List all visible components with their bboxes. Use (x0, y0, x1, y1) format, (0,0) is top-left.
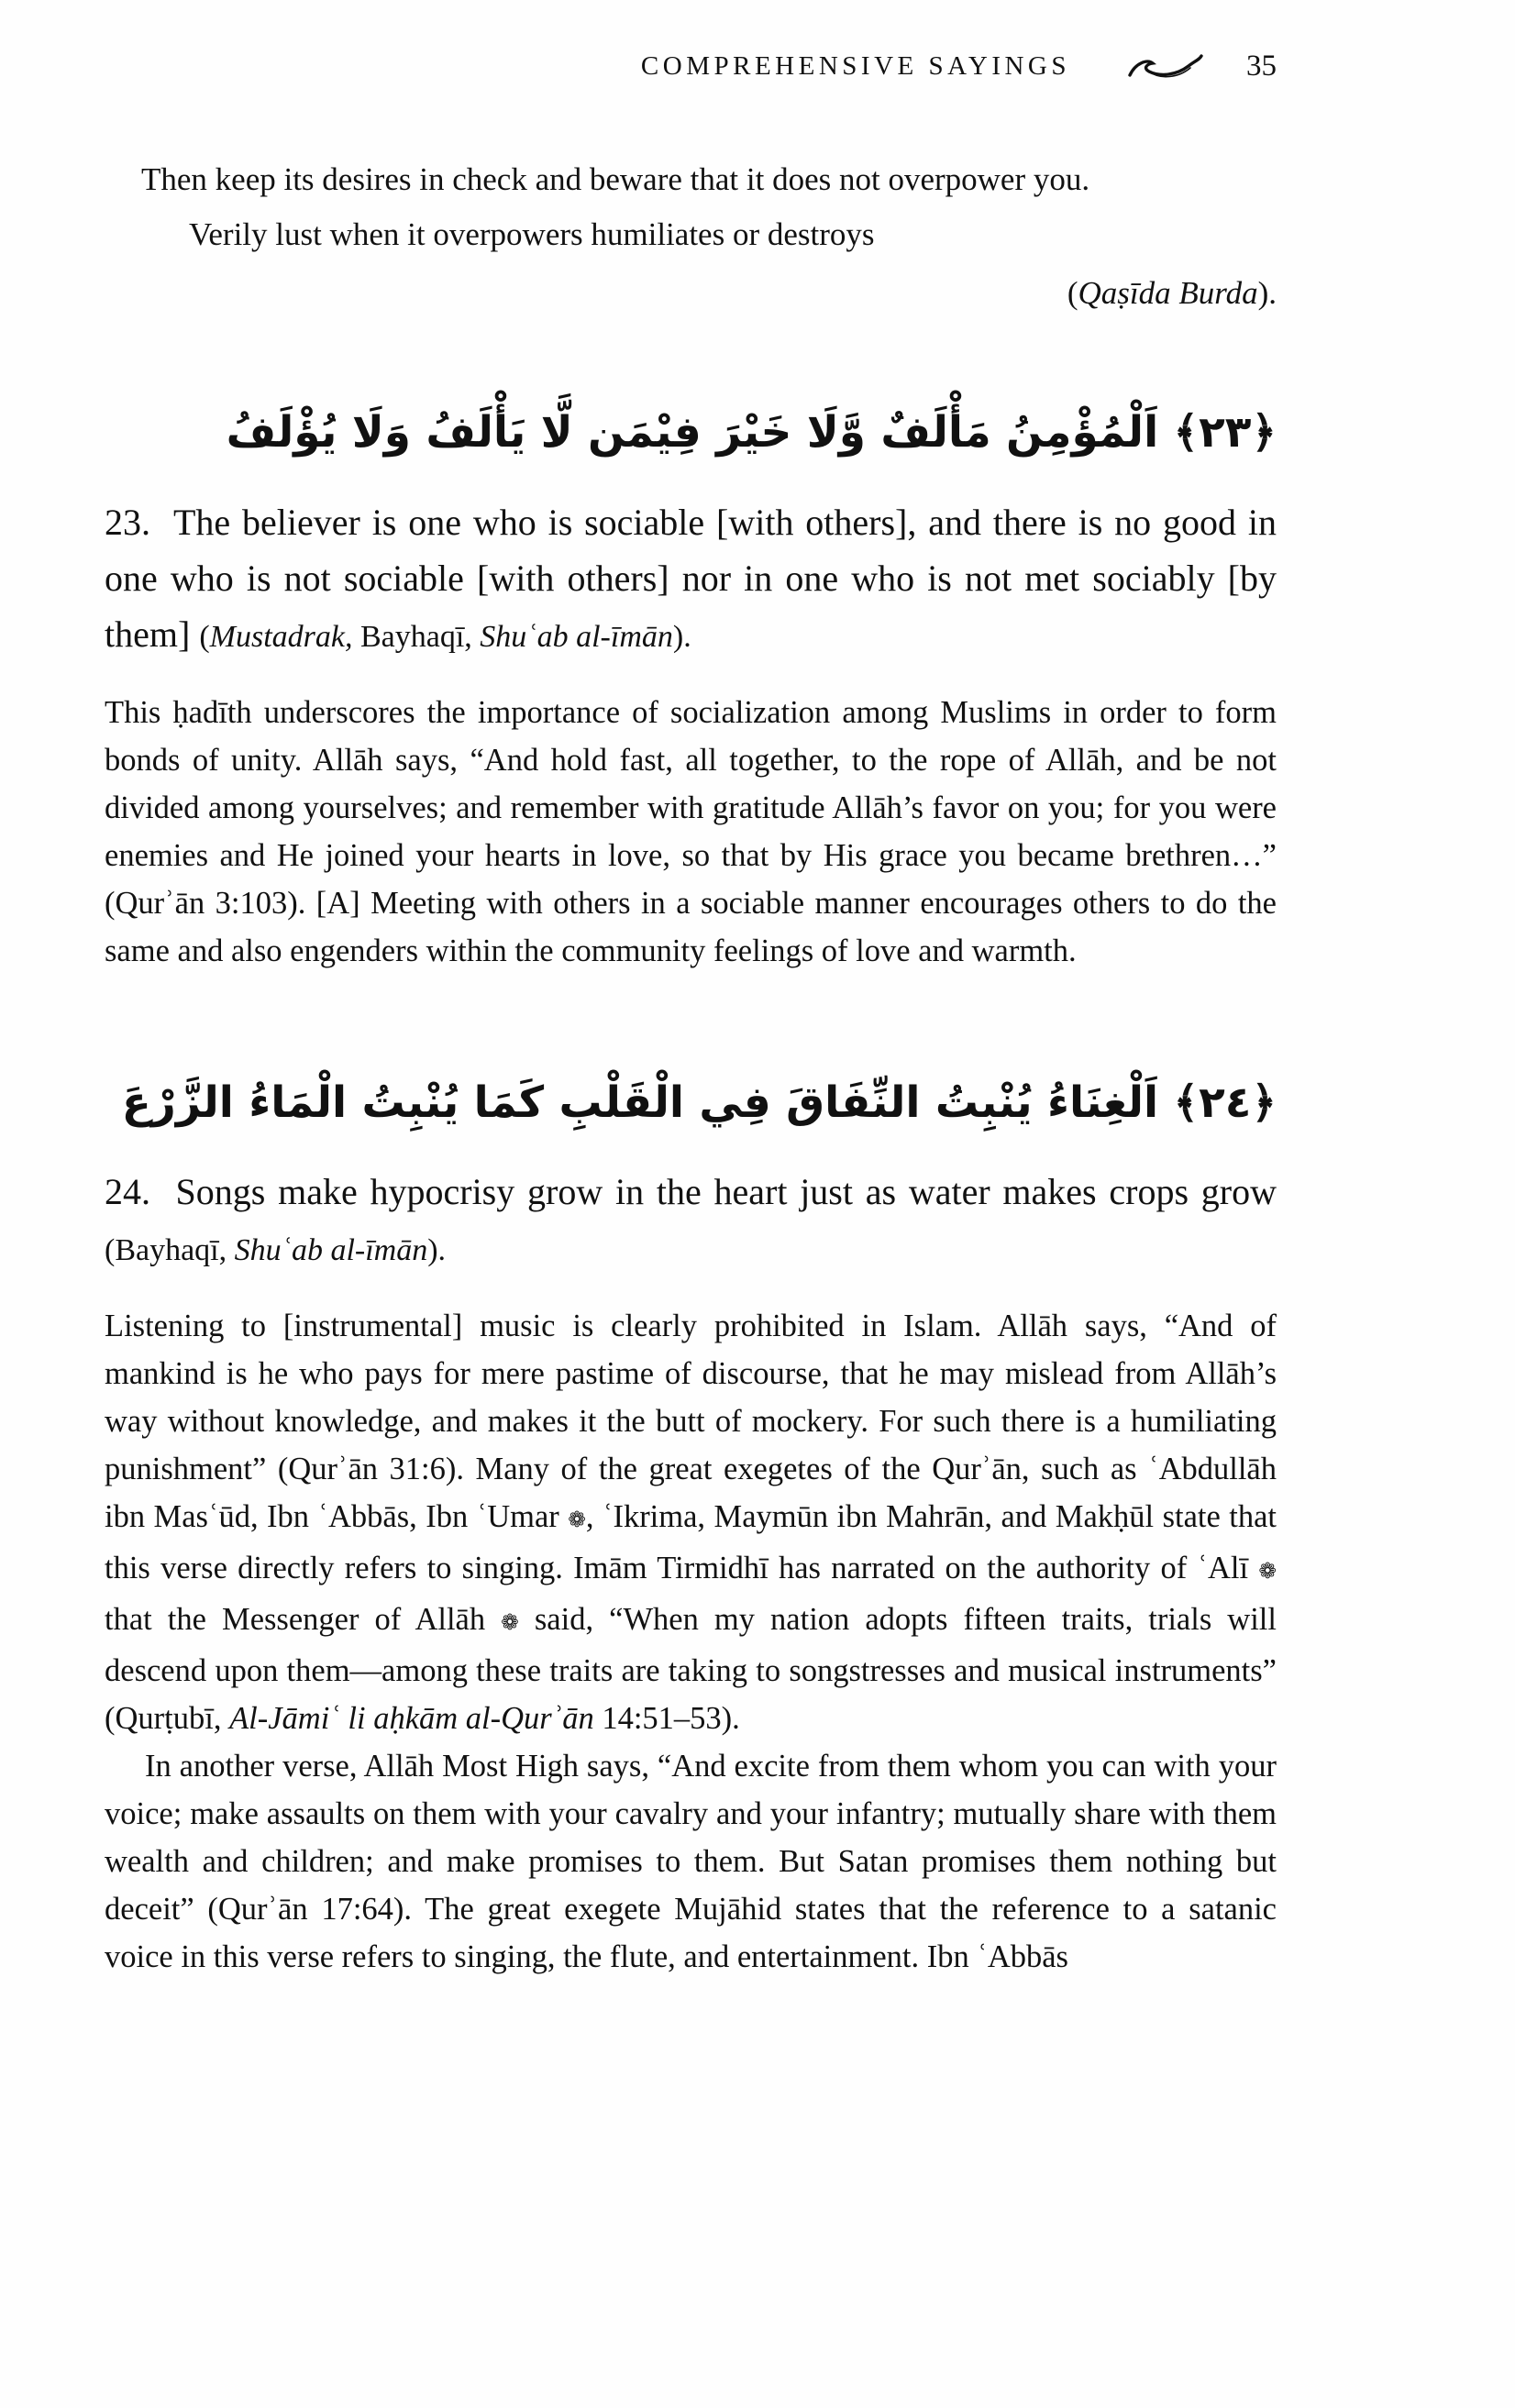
arabic-hadith-23: ﴿٢٣﴾ اَلْمُؤْمِنُ مَأْلَفٌ وَّلَا خَيْرَ فِيْمَن لَّا يَأْلَفُ وَلَا يُؤْلَفُ (226, 407, 1277, 458)
running-head (105, 46, 1277, 86)
running-head-title: COMPREHENSIVE SAYINGS (640, 50, 1070, 81)
saying-24 (105, 1065, 1277, 1982)
radiallahu-anhum-icon: ❁ (568, 1508, 586, 1533)
sallallahu-alayhi-wasallam-icon: ❁ (501, 1611, 519, 1636)
poem-attribution: (Qaṣīda Burda). (1067, 275, 1277, 311)
arabic-hadith-24: ﴿٢٤﴾ اَلْغِنَاءُ يُنْبِتُ النِّفَاقَ فِي الْقَلْبِ كَمَا يُنْبِتُ الْمَاءُ الزَّرْعَ (121, 1077, 1277, 1128)
page-number: 35 (1246, 49, 1277, 83)
poem-line: Then keep its desires in check and beware that it does not overpower you. (141, 161, 1090, 197)
saying-24-commentary-paragraph-1: Listening to [instrumental] music is clearly prohibited in Islam. Allāh says, “And of mankind is he who pays for mere pastime of discourse, that he may mislead from Allāh’s way without knowledge, and makes it the butt of mockery. For such there is a humiliating punishment” (Qurʾān 31:6). Many of the great exegetes of the Qurʾān, such as ʿAbdullāh ibn Masʿūd, Ibn ʿAbbās, Ibn ʿUmar ❁, ʿIkrima, Maymūn ibn Mahrān, and Makḥūl state that this verse directly refers to singing. Imām Tirmidhī has narrated on the authority of ʿAlī ❁ that the Messenger of Allāh ❁ said, “When my nation adopts fifteen traits, trials will descend upon them—among these traits are taking to songstresses and musical instruments” (Qurṭubī, Al-Jāmiʿ li aḥkām al-Qurʾān 14:51–53). (105, 1309, 1277, 1737)
saying-24-translation: 24. Songs make hypocrisy grow in the heart just as water makes crops grow (Bayhaqī, Shuʿab al-īmān). (105, 1171, 1277, 1268)
radiallahu-anhu-icon: ❁ (1258, 1560, 1277, 1585)
saying-23-commentary: This ḥadīth underscores the importance of socialization among Muslims in order to form bonds of unity. Allāh says, “And hold fast, all together, to the rope of Allāh, and be not divided among yourselves; and remember with gratitude Allāh’s favor on you; for you were enemies and He joined your hearts in love, so that by His grace you became brethren…” (Qurʾān 3:103). [A] Meeting with others in a sociable manner encourages others to do the same and also engenders within the community feelings of love and warmth. (105, 694, 1277, 968)
swash-ornament-icon (1123, 52, 1204, 85)
saying-24-commentary-paragraph-2: In another verse, Allāh Most High says, “And excite from them whom you can with your voice; make assaults on them with your cavalry and your infantry; mutually share with them wealth and children; and make promises to them. But Satan promises them nothing but deceit” (Qurʾān 17:64). The great exegete Mujāhid states that the reference to a satanic voice in this verse refers to singing, the flute, and entertainment. Ibn ʿAbbās (105, 1749, 1277, 1975)
saying-23 (105, 394, 1277, 975)
poem-quote (105, 152, 1277, 321)
saying-23-translation: 23. The believer is one who is sociable [with others], and there is no good in one who is not sociable [with others] nor in one who is not met sociably [by them] (Mustadrak, Bayhaqī, Shuʿab al-īmān). (105, 501, 1277, 655)
poem-line: Verily lust when it overpowers humiliates or destroys (189, 216, 875, 252)
